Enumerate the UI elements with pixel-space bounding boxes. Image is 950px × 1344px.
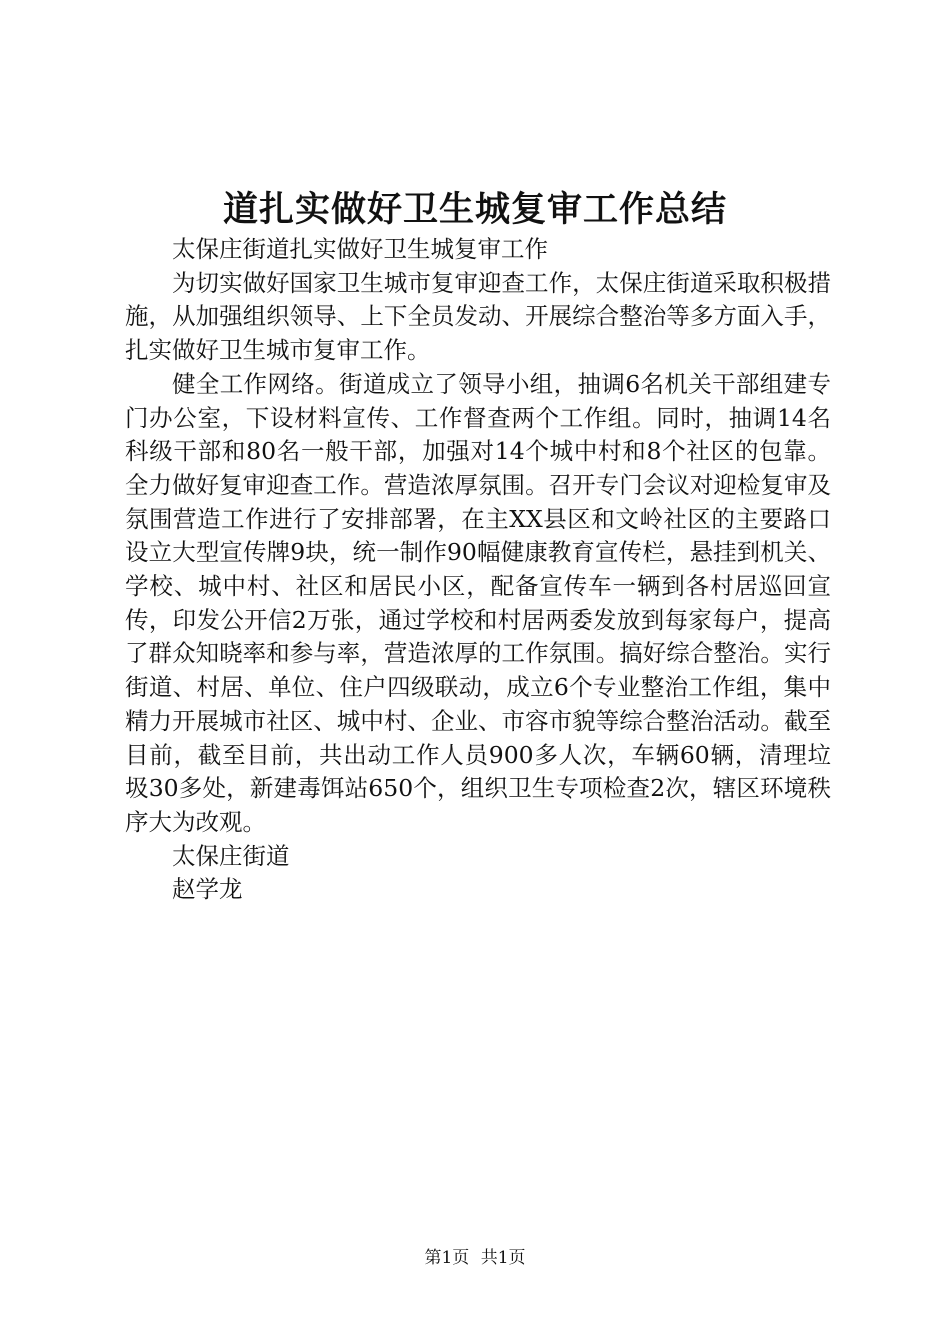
page-number-total: 共1页 [480, 1248, 526, 1268]
paragraph-main: 健全工作网络。街道成立了领导小组，抽调6名机关干部组建专门办公室，下设材料宣传、工作督查两个工作组。同时，抽调14名科级干部和80名一般干部，加强对14个城中村和8个社区的包靠。全力做好复审迎查工作。营造浓厚氛围。召开专门会议对迎检复审及氛围营造工作进行了安排部署，在主XX县区和文岭社区的主要路口设立大型宣传牌9块，统一制作90幅健康教育宣传栏，悬挂到机关、学校、城中村、社区和居民小区，配备宣传车一辆到各村居巡回宣传，印发公开信2万张，通过学校和村居两委发放到每家每户，提高了群众知晓率和参与率，营造浓厚的工作氛围。搞好综合整治。实行街道、村居、单位、住户四级联动，成立6个专业整治工作组，集中精力开展城市社区、城中村、企业、市容市貌等综合整治活动。截至目前，截至目前，共出动工作人员900多人次，车辆60辆，清理垃圾30多处，新建毒饵站650个，组织卫生专项检查2次，辖区环境秩序大为改观。 [125, 369, 831, 836]
page-footer [0, 1246, 950, 1270]
signature-name: 赵学龙 [172, 875, 243, 904]
document-subtitle: 太保庄街道扎实做好卫生城复审工作 [172, 235, 548, 263]
signature-organization: 太保庄街道 [172, 841, 290, 870]
page-number-current: 第1页 [424, 1248, 470, 1268]
document-title: 道扎实做好卫生城复审工作总结 [222, 189, 727, 230]
paragraph-intro: 为切实做好国家卫生城市复审迎查工作，太保庄街道采取积极措施，从加强组织领导、上下全员发动、开展综合整治等多方面入手，扎实做好卫生城市复审工作。 [125, 268, 831, 365]
document-body [125, 233, 831, 907]
